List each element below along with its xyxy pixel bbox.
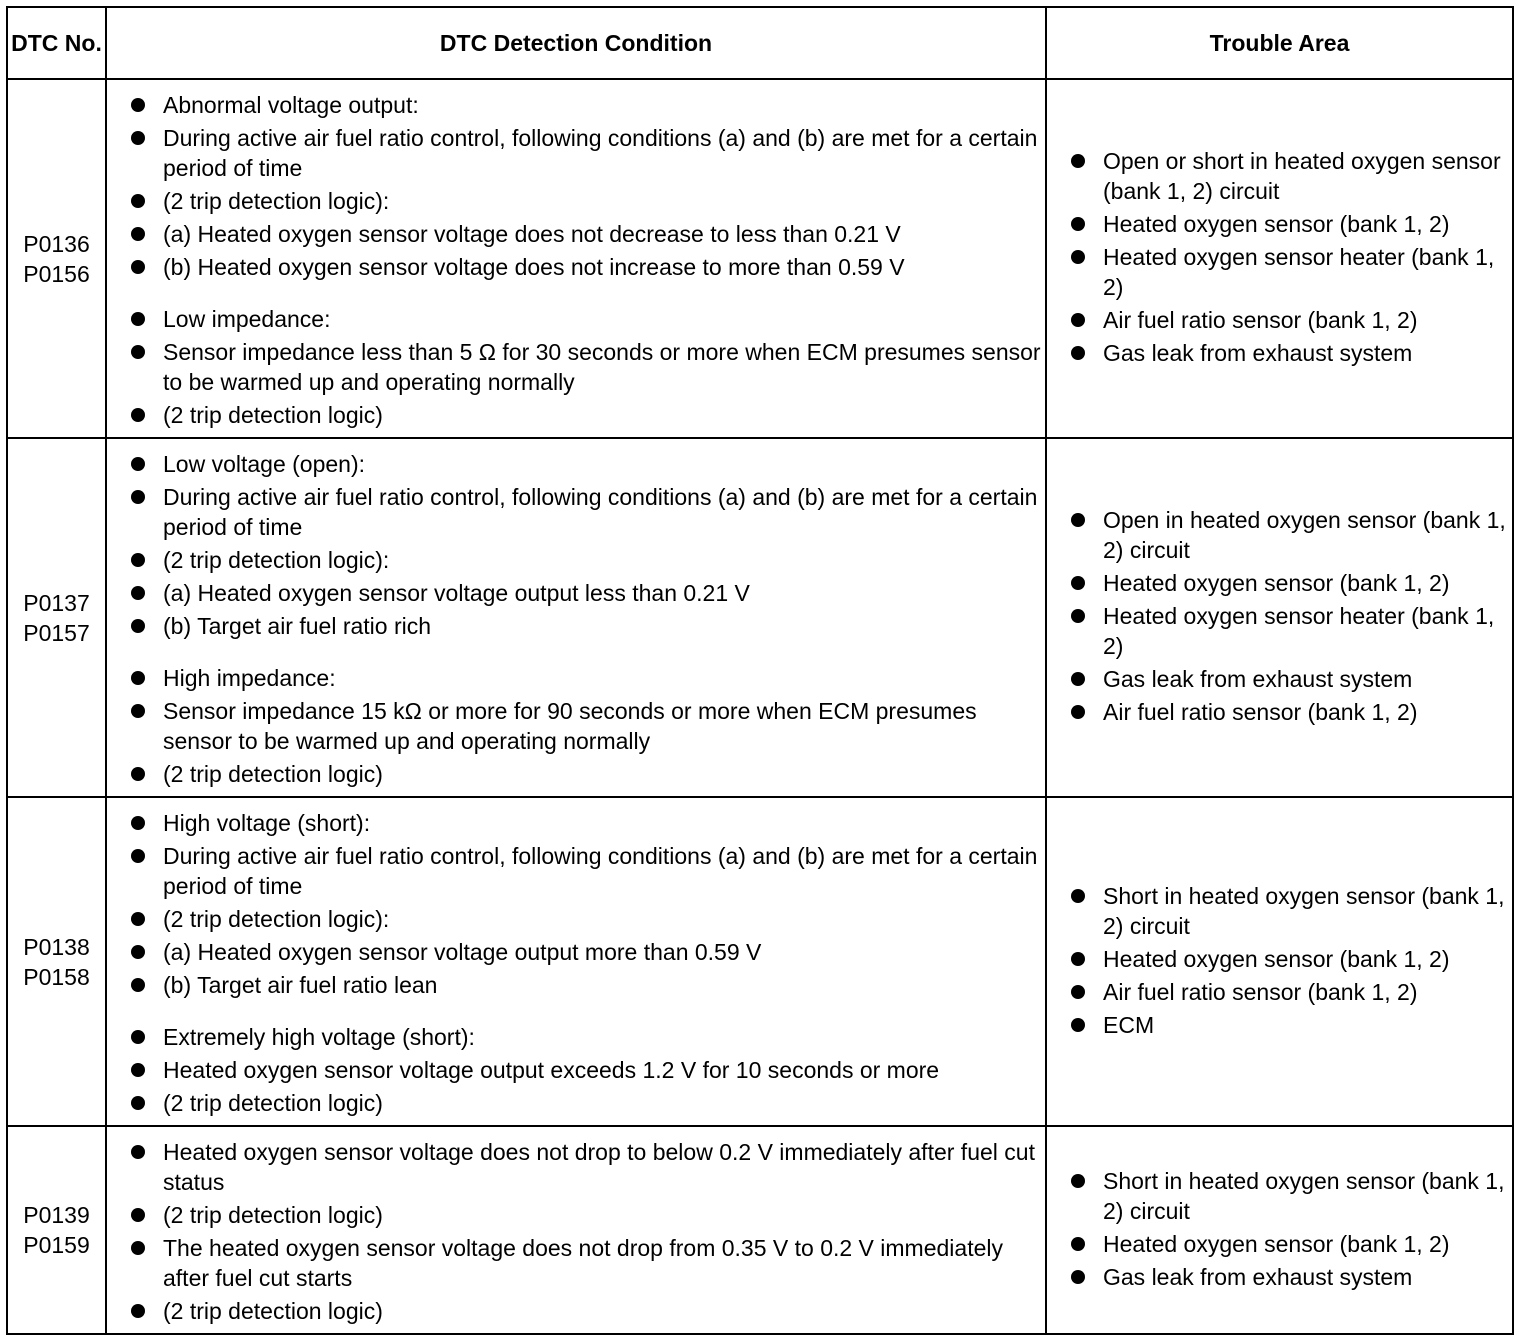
detection-condition-cell bbox=[106, 79, 1046, 438]
trouble-area-item: Heated oxygen sensor heater (bank 1, 2) bbox=[1047, 242, 1508, 302]
condition-item: Sensor impedance 15 kΩ or more for 90 seconds or more when ECM presumes sensor to be warmed up and operating normally bbox=[107, 696, 1041, 756]
condition-item: (2 trip detection logic): bbox=[107, 904, 1041, 934]
condition-item: (2 trip detection logic): bbox=[107, 186, 1041, 216]
dtc-codes-cell bbox=[7, 1126, 106, 1334]
condition-item: (2 trip detection logic): bbox=[107, 545, 1041, 575]
condition-item: (b) Target air fuel ratio rich bbox=[107, 611, 1041, 641]
dtc-code: P0137 bbox=[23, 589, 90, 616]
dtc-code: P0139 bbox=[23, 1202, 90, 1228]
table-header bbox=[7, 7, 1513, 79]
trouble-area-item: Heated oxygen sensor (bank 1, 2) bbox=[1047, 944, 1508, 974]
condition-item: (b) Heated oxygen sensor voltage does not increase to more than 0.59 V bbox=[107, 252, 1041, 282]
trouble-area-item: ECM bbox=[1047, 1010, 1508, 1040]
condition-item: Extremely high voltage (short): bbox=[107, 1022, 1041, 1052]
condition-item: (2 trip detection logic) bbox=[107, 759, 1041, 789]
dtc-codes-cell bbox=[7, 79, 106, 438]
table-row bbox=[7, 438, 1513, 797]
trouble-area-item: Open or short in heated oxygen sensor (bank 1, 2) circuit bbox=[1047, 146, 1508, 206]
table-row bbox=[7, 79, 1513, 438]
condition-item: (2 trip detection logic) bbox=[107, 1296, 1041, 1326]
condition-item: Sensor impedance less than 5 Ω for 30 seconds or more when ECM presumes sensor to be warmed up and operating normally bbox=[107, 337, 1041, 397]
trouble-area-item: Heated oxygen sensor (bank 1, 2) bbox=[1047, 1229, 1508, 1259]
header-trouble-area: Trouble Area bbox=[1046, 7, 1513, 79]
header-dtc-no: DTC No. bbox=[7, 7, 106, 79]
trouble-area-item: Air fuel ratio sensor (bank 1, 2) bbox=[1047, 977, 1508, 1007]
header-row bbox=[7, 7, 1513, 79]
condition-list bbox=[107, 1137, 1041, 1326]
condition-item: (a) Heated oxygen sensor voltage does not decrease to less than 0.21 V bbox=[107, 219, 1041, 249]
trouble-area-list bbox=[1047, 505, 1508, 727]
condition-item: Abnormal voltage output: bbox=[107, 90, 1041, 120]
trouble-area-item: Open in heated oxygen sensor (bank 1, 2) circuit bbox=[1047, 505, 1508, 565]
condition-item: Heated oxygen sensor voltage output exceeds 1.2 V for 10 seconds or more bbox=[107, 1055, 1041, 1085]
header-detection-condition: DTC Detection Condition bbox=[106, 7, 1046, 79]
condition-list bbox=[107, 449, 1041, 789]
dtc-code: P0158 bbox=[23, 963, 90, 990]
trouble-area-list bbox=[1047, 1166, 1508, 1292]
trouble-area-item: Short in heated oxygen sensor (bank 1, 2) circuit bbox=[1047, 881, 1508, 941]
condition-item: During active air fuel ratio control, following conditions (a) and (b) are met for a certain period of time bbox=[107, 123, 1041, 183]
trouble-area-cell bbox=[1046, 438, 1513, 797]
condition-item: High impedance: bbox=[107, 663, 1041, 693]
condition-item: (a) Heated oxygen sensor voltage output more than 0.59 V bbox=[107, 937, 1041, 967]
condition-item: Low impedance: bbox=[107, 304, 1041, 334]
condition-item: During active air fuel ratio control, following conditions (a) and (b) are met for a certain period of time bbox=[107, 841, 1041, 901]
condition-item: Heated oxygen sensor voltage does not drop to below 0.2 V immediately after fuel cut status bbox=[107, 1137, 1041, 1197]
condition-item: During active air fuel ratio control, following conditions (a) and (b) are met for a certain period of time bbox=[107, 482, 1041, 542]
table-body bbox=[7, 79, 1513, 1334]
detection-condition-cell bbox=[106, 797, 1046, 1126]
trouble-area-item: Gas leak from exhaust system bbox=[1047, 338, 1508, 368]
trouble-area-item: Heated oxygen sensor (bank 1, 2) bbox=[1047, 568, 1508, 598]
trouble-area-list bbox=[1047, 146, 1508, 368]
condition-item: (a) Heated oxygen sensor voltage output less than 0.21 V bbox=[107, 578, 1041, 608]
detection-condition-cell bbox=[106, 1126, 1046, 1334]
table-row bbox=[7, 1126, 1513, 1334]
condition-item: The heated oxygen sensor voltage does not drop from 0.35 V to 0.2 V immediately after fuel cut starts bbox=[107, 1233, 1041, 1293]
condition-item: (2 trip detection logic) bbox=[107, 400, 1041, 430]
trouble-area-item: Gas leak from exhaust system bbox=[1047, 1262, 1508, 1292]
condition-item: (b) Target air fuel ratio lean bbox=[107, 970, 1041, 1000]
dtc-code: P0136 bbox=[23, 230, 90, 257]
trouble-area-item: Heated oxygen sensor heater (bank 1, 2) bbox=[1047, 601, 1508, 661]
trouble-area-cell bbox=[1046, 797, 1513, 1126]
detection-condition-cell bbox=[106, 438, 1046, 797]
dtc-codes-cell bbox=[7, 797, 106, 1126]
dtc-code: P0159 bbox=[23, 1232, 90, 1258]
dtc-code: P0138 bbox=[23, 933, 90, 960]
trouble-area-item: Air fuel ratio sensor (bank 1, 2) bbox=[1047, 305, 1508, 335]
trouble-area-item: Short in heated oxygen sensor (bank 1, 2) circuit bbox=[1047, 1166, 1508, 1226]
condition-item: (2 trip detection logic) bbox=[107, 1200, 1041, 1230]
condition-item: Low voltage (open): bbox=[107, 449, 1041, 479]
trouble-area-list bbox=[1047, 881, 1508, 1040]
condition-item: High voltage (short): bbox=[107, 808, 1041, 838]
dtc-table bbox=[6, 6, 1514, 1335]
trouble-area-item: Gas leak from exhaust system bbox=[1047, 664, 1508, 694]
condition-list bbox=[107, 90, 1041, 430]
trouble-area-cell bbox=[1046, 79, 1513, 438]
dtc-code: P0157 bbox=[23, 619, 90, 646]
table-row bbox=[7, 797, 1513, 1126]
condition-list bbox=[107, 808, 1041, 1118]
dtc-code: P0156 bbox=[23, 260, 90, 287]
trouble-area-item: Heated oxygen sensor (bank 1, 2) bbox=[1047, 209, 1508, 239]
dtc-codes-cell bbox=[7, 438, 106, 797]
trouble-area-item: Air fuel ratio sensor (bank 1, 2) bbox=[1047, 697, 1508, 727]
trouble-area-cell bbox=[1046, 1126, 1513, 1334]
condition-item: (2 trip detection logic) bbox=[107, 1088, 1041, 1118]
